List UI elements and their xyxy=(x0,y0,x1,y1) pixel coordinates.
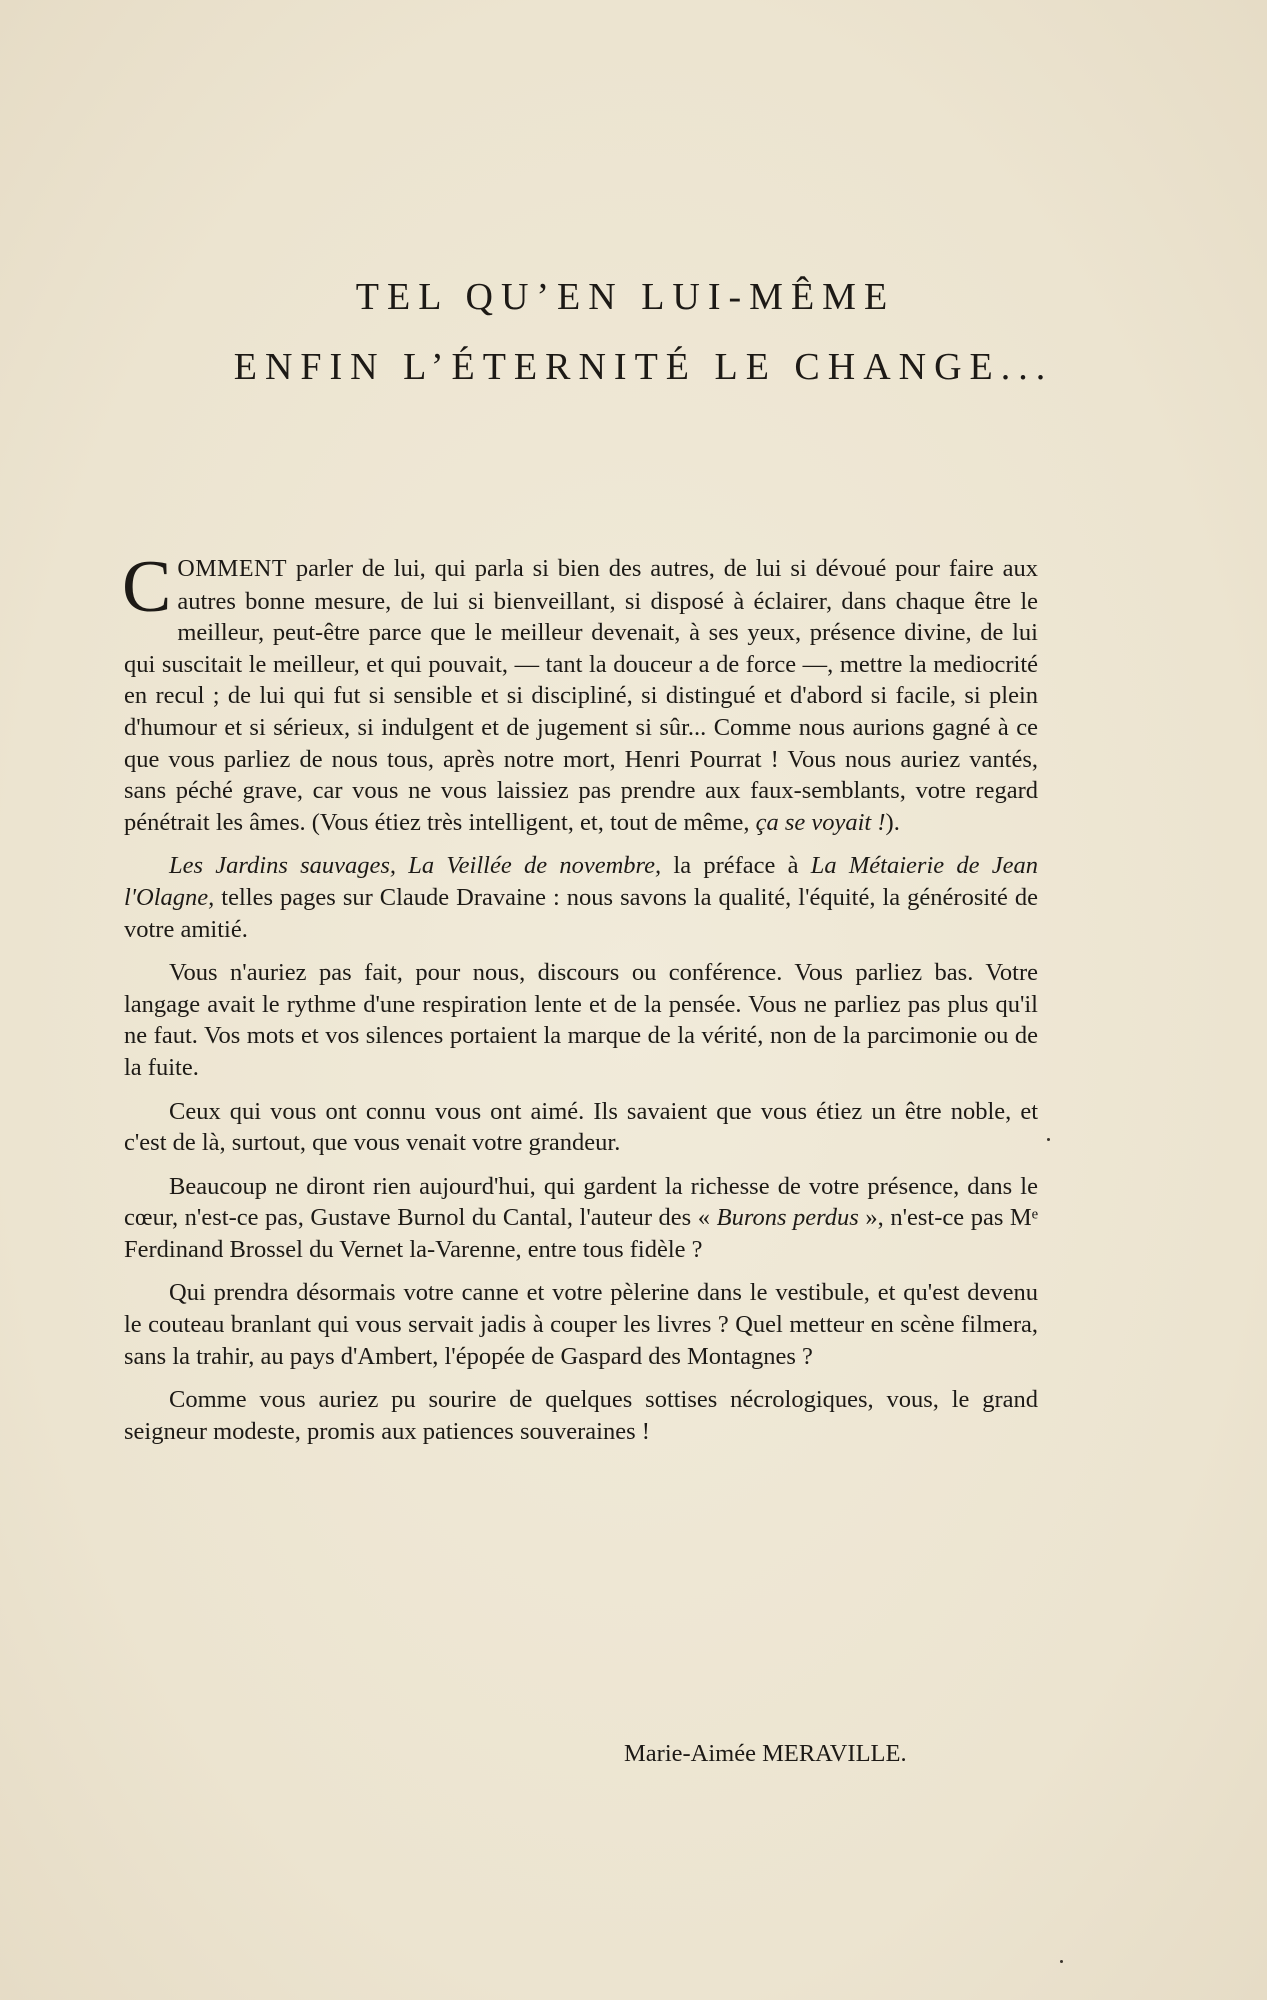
paragraph-5 xyxy=(124,1171,1038,1266)
paragraph-1-closing: ). xyxy=(885,808,900,836)
print-speck xyxy=(1060,1960,1063,1963)
paragraph-2-italic-2: La Métaierie de Jean l'Olagne, xyxy=(124,852,1038,911)
title-line-2: ENFIN L’ÉTERNITÉ LE CHANGE... xyxy=(233,346,1054,388)
paragraph-1 xyxy=(122,546,1038,838)
lead-caps: OMMENT xyxy=(177,556,288,582)
paragraph-1-italic: ça se voyait ! xyxy=(755,808,886,836)
paragraph-2-text-2: telles pages sur Claude Dravaine : nous savons la qualité, l'équité, la générosité de votre amitié. xyxy=(124,883,1038,943)
paragraph-5-text-2: », n'est-ce pas Mᵉ Ferdinand Brossel du Vernet la-Varenne, entre tous fidèle ? xyxy=(124,1204,1038,1263)
paragraph-2-text-1: la préface à xyxy=(661,852,811,880)
author-signature: Marie-Aimée MERAVILLE. xyxy=(624,1740,907,1767)
paragraph-5-text-1: Beaucoup ne diront rien aujourd'hui, qui gardent la richesse de votre présence, dans le cœur, n'est-ce pas, Gustave Burnol du Cantal, l'auteur des « xyxy=(124,1172,1038,1232)
paragraph-7: Comme vous auriez pu sourire de quelques sottises nécrologiques, vous, le grand seigneur modeste, promis aux patiences souveraines ! xyxy=(124,1386,1038,1445)
paragraph-3: Vous n'auriez pas fait, pour nous, discours ou conférence. Vous parliez bas. Votre langage avait le rythme d'une respiration lente et de la pensée. Vous ne parliez pas plus qu'il ne faut. Vos mots et vos silences portaient la marque de la vérité, non de la parcimonie ou de la fuite. xyxy=(124,959,1038,1081)
title-line-1: TEL QU’EN LUI-MÊME xyxy=(355,276,896,318)
paragraph-2 xyxy=(124,850,1038,945)
paragraph-6: Qui prendra désormais votre canne et votre pèlerine dans le vestibule, et qu'est devenu le couteau branlant qui vous servait jadis à couper les livres ? Quel metteur en scène filmera, sans la trahir, au pays d'Ambert, l'épopée de Gaspard des Montagnes ? xyxy=(124,1279,1038,1370)
print-speck xyxy=(1047,1138,1050,1141)
drop-cap: C xyxy=(122,546,172,628)
paragraph-2-italic-1: Les Jardins sauvages, La Veillée de novembre, xyxy=(169,852,662,880)
paragraph-1-text: parler de lui, qui parla si bien des autres, de lui si dévoué pour faire aux autres bonne mesure, de lui si bienveillant, si disposé à éclairer, dans chaque être le meilleur, peut-être parce que le meilleur devenait, à ses yeux, présence divine, de lui qui suscitait le meilleur, et qui pouvait, — tant la douceur a de force —, mettre la mediocrité en recul ; de lui qui fut si sensible et si discipliné, si distingué et d'abord si facile, si plein d'humour et si sérieux, si indulgent et de jugement si sûr... Comme nous aurions gagné à ce que vous parliez de nous tous, après notre mort, Henri Pourrat ! Vous nous auriez vantés, sans péché grave, car vous ne vous laissiez pas prendre aux faux-semblants, votre regard pénétrait les âmes. (Vous étiez très intelligent, et, tout de même, xyxy=(124,555,1038,836)
article-body xyxy=(122,546,1038,1459)
paragraph-5-italic: Burons perdus xyxy=(716,1204,859,1232)
paragraph-4: Ceux qui vous ont connu vous ont aimé. Ils savaient que vous étiez un être noble, et c'est de là, surtout, que vous venait votre grandeur. xyxy=(124,1097,1038,1157)
